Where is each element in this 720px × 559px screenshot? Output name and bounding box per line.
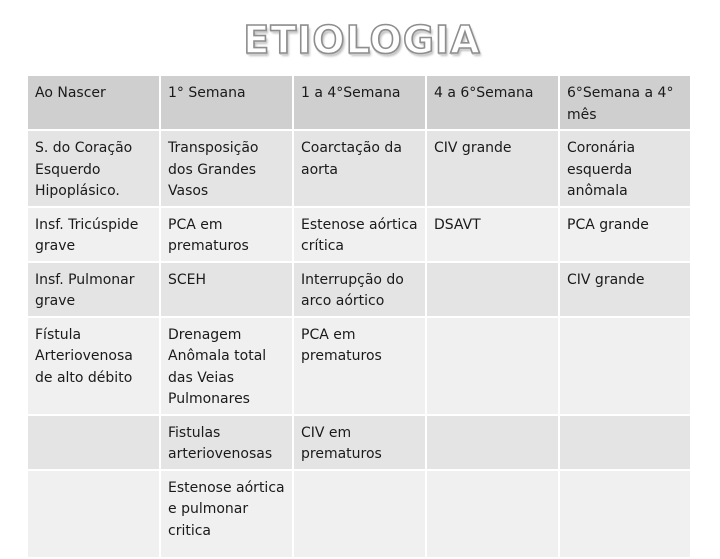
table-row	[28, 416, 692, 471]
table-cell: Insf. Pulmonar grave	[28, 263, 161, 318]
etiology-table	[28, 76, 692, 559]
table-cell: PCA em prematuros	[161, 208, 294, 263]
table-cell: Estenose aórtica e pulmonar critica	[161, 471, 294, 559]
table-cell	[560, 471, 692, 559]
table-cell: S. do Coração Esquerdo Hipoplásico.	[28, 131, 161, 208]
table-cell: Fístula Arteriovenosa de alto débito	[28, 318, 161, 416]
table-cell	[28, 471, 161, 559]
table-cell: Fistulas arteriovenosas	[161, 416, 294, 471]
table-cell	[427, 416, 560, 471]
table-cell	[560, 416, 692, 471]
table-cell: Drenagem Anômala total das Veias Pulmonares	[161, 318, 294, 416]
table-cell: SCEH	[161, 263, 294, 318]
table-cell: CIV grande	[427, 131, 560, 208]
table-cell: CIV grande	[560, 263, 692, 318]
table-cell	[427, 263, 560, 318]
table-cell	[294, 471, 427, 559]
table-cell: Coarctação da aorta	[294, 131, 427, 208]
header-6-semana-a-4-mes: 6°Semana a 4° mês	[560, 76, 692, 131]
header-1-semana: 1° Semana	[161, 76, 294, 131]
table-cell: PCA grande	[560, 208, 692, 263]
table-row	[28, 263, 692, 318]
table-row	[28, 471, 692, 559]
table-cell	[560, 318, 692, 416]
table-cell: Coronária esquerda anômala	[560, 131, 692, 208]
table-cell: PCA em prematuros	[294, 318, 427, 416]
title-area	[0, 18, 720, 80]
table-cell: Estenose aórtica crítica	[294, 208, 427, 263]
table-cell: DSAVT	[427, 208, 560, 263]
page-title: ETIOLOGIA	[243, 18, 481, 62]
table-header-row	[28, 76, 692, 131]
table-cell: Transposição dos Grandes Vasos	[161, 131, 294, 208]
table-row	[28, 208, 692, 263]
header-ao-nascer: Ao Nascer	[28, 76, 161, 131]
table-cell	[427, 318, 560, 416]
table-cell: Interrupção do arco aórtico	[294, 263, 427, 318]
table-cell	[28, 416, 161, 471]
table-cell: CIV em prematuros	[294, 416, 427, 471]
table-cell	[427, 471, 560, 559]
table-cell: Insf. Tricúspide grave	[28, 208, 161, 263]
table-row	[28, 318, 692, 416]
header-1-a-4-semana: 1 a 4°Semana	[294, 76, 427, 131]
header-4-a-6-semana: 4 a 6°Semana	[427, 76, 560, 131]
table-row	[28, 131, 692, 208]
